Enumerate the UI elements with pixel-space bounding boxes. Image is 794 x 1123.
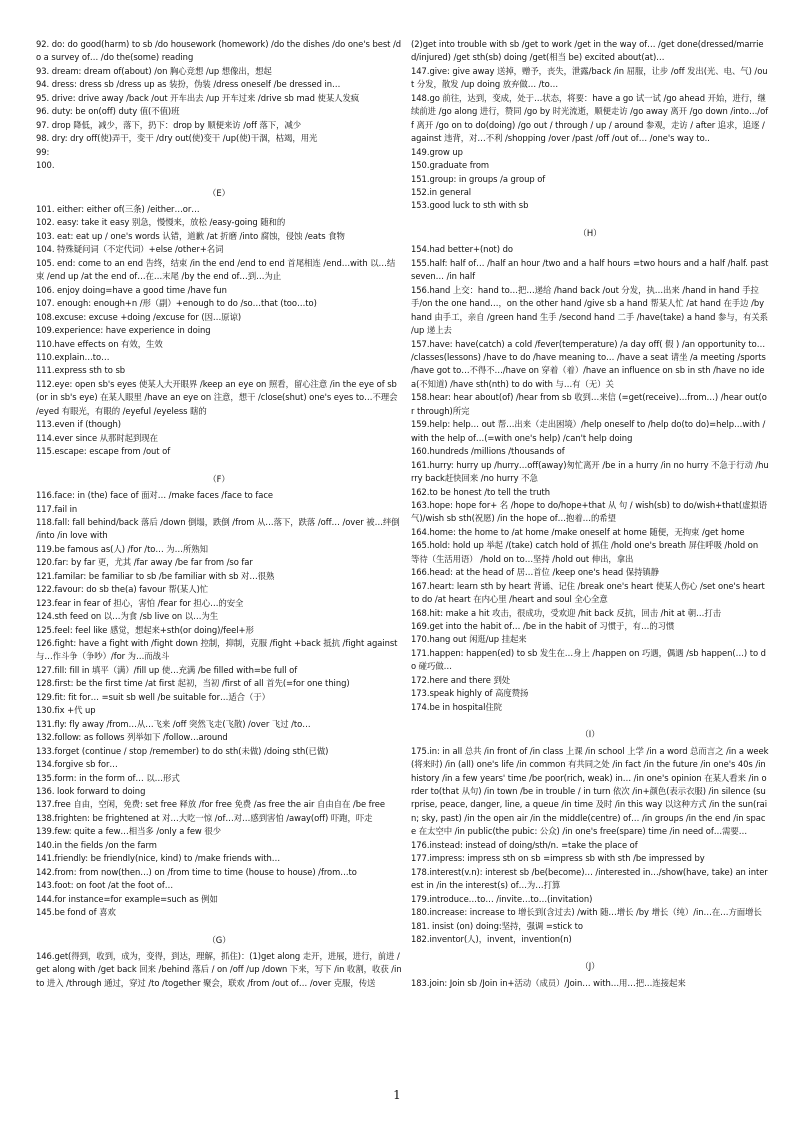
page-number: 1 — [393, 1088, 401, 1102]
vocab-entry: 133.forget (continue / stop /remember) to do sth(未做) /doing sth(已做) — [36, 745, 329, 756]
vocab-entry: 155.half: half of… /half an hour /two and a half hours =two hours and a half /half. past seven… /in half — [411, 257, 769, 282]
vocab-entry: 169.get into the habit of… /be in the habit of 习惯于，有…的习惯 — [411, 621, 675, 632]
vocab-entry: 93. dream: dream of(about) /on 胸心竞想 /up 想像出，想起 — [36, 65, 272, 76]
vocab-entry: 125.feel: feel like 感觉，想起来+sth(or doing)/feel+形 — [36, 624, 254, 635]
vocab-entry: 120.far: by far 更，尤其 /far away /be far from /so far — [36, 557, 253, 568]
vocab-entry: 107. enough: enough+n /形（副）+enough to do /so…that (too…to) — [36, 298, 317, 309]
vocab-entry: 131.fly: fly away /from…从…飞来 /off 突然飞走(飞散) /over 飞过 /to… — [36, 718, 311, 729]
vocab-entry: 94. dress: dress sb /dress up as 装扮，伪装 /dress oneself /be dressed in… — [36, 79, 341, 90]
vocab-entry: 145.be fond of 喜欢 — [36, 907, 116, 918]
vocab-entry: 113.even if (though) — [36, 419, 121, 430]
vocab-entry: 140.in the fields /on the farm — [36, 839, 157, 850]
vocab-entry: 106. enjoy doing=have a good time /have fun — [36, 284, 227, 295]
vocab-entry: 164.home: the home to /at home /make oneself at home 随便，无拘束 /get home — [411, 526, 745, 537]
vocab-entry: 174.be in hospital住院 — [411, 701, 503, 712]
vocab-entry: 104. 特殊疑问词（不定代词）+else /other+名词 — [36, 244, 224, 255]
vocab-entry: 101. either: either of(三条) /either…or… — [36, 203, 200, 214]
vocab-entry: 109.experience: have experience in doing — [36, 325, 211, 336]
vocab-entry: 153.good luck to sth with sb — [411, 200, 529, 211]
right-column — [411, 38, 769, 990]
vocab-entry: 147.give: give away 送掉，赠予，丧失，泄露/back /in 屈服，让步 /off 发出(光、电、气) /out 分发，散发 /up doing 放弃做… /to… — [411, 65, 768, 90]
vocab-entry: 177.impress: impress sth on sb =impress sb with sth /be impressed by — [411, 853, 705, 864]
vocab-entry: 136. look forward to doing — [36, 786, 146, 797]
vocab-entry: 167.heart: learn sth by heart 背诵、记住 /break one's heart 使某人伤心 /set one's heart to do /at heart 在内心里 /heart and soul 全心全意 — [411, 580, 765, 605]
vocab-entry: 139.few: quite a few…相当多 /only a few 很少 — [36, 826, 221, 837]
section-heading: （G） — [207, 934, 231, 945]
section-heading: （I） — [580, 729, 600, 740]
vocab-entry: 122.favour: do sb the(a) favour 帮(某人)忙 — [36, 584, 209, 595]
vocab-entry: 156.hand 上交：hand to…把…递给 /hand back /out 分发，执…出来 /hand in hand 手拉手/on the one hand…，on the other hand /give sb a hand 帮某人忙 /at hand 在手边 /by hand 由手工，亲自 /green hand 生手 /second hand 二手 /have(take) a hand 参与，有关系 /up 递上去 — [411, 284, 768, 336]
vocab-entry: 165.hold: hold up 举起 /(take) catch hold of 抓住 /hold one's breath 屏住呼吸 /hold on 等待（生活用语） /hold on to…坚持 /hold out 伸出，拿出 — [411, 540, 759, 564]
vocab-entry: 149.grow up — [411, 146, 463, 157]
section-heading: （J） — [580, 961, 600, 972]
vocab-entry: 110.have effects on 有效，生效 — [36, 338, 163, 349]
vocab-entry: 126.fight: have a fight with /fight down 控制，抑制，克服 /fight +back 抵抗 /fight against 与…作斗争（争吵）/for 为…而战斗 — [36, 638, 398, 662]
vocab-entry: 143.foot: on foot /at the foot of… — [36, 880, 174, 891]
vocab-entry: 134.forgive sb for… — [36, 759, 118, 770]
vocab-entry: 157.have: have(catch) a cold /fever(temperature) /a day off( 假 ) /an opportunity to… /classes(lessons) /have to do /have meaning to… /have a seat 请坐 /a meeting /sports /have got to…不得不…/have on 穿着（着）/have an influence on sb in sth /have no idea(不知道) /have sth(nth) to do with 与…有（无）关 — [411, 338, 766, 389]
vocab-entry: 92. do: do good(harm) to sb /do housework (homework) /do the dishes /do one's best /do a survey of… /do the(some) reading — [36, 39, 402, 63]
vocab-entry: 175.in: in all 总共 /in front of /in class 上课 /in school 上学 /in a word 总而言之 /in a week(将来时) /in (all) one's life /in common 有共同之处 /in fact /in the future /in one's 40s /in history /in a few years' time /be poor(rich, weak) in… /in one's opinion 在某人看来 /in order to(that 从句) /in town /be in trouble / in turn 依次 /in+颜色(表示衣服) /in silence (surprise, peace, danger, line, a queue /in time 及时 /in this way 以这种方式 /in the sun(rain; sky, past) /in the open air /in the middle(centre) of… /in groups /in the end /in space 在太空中 /in public(the pubic: 公众) /in one's free(spare) time /in need of…需要… — [411, 745, 769, 837]
vocab-entry: 127.fill: fill in 填平（满）/fill up 使…充满 /be filled with=be full of — [36, 664, 298, 675]
vocab-entry: 146.get(得到，收到，成为，变得，到达，理解，抓住)：(1)get along 走开，进展，进行，前进 /get along with /get back 回来 /behind 落后 / on /off /up /down 下来，写下 /in 收割，收获 /into 进入 /through 通过，穿过 /to /together 聚会，联欢 /from /out of… /over 克服，传送 — [36, 951, 402, 988]
vocab-entry: 183.join: Join sb /Join in+活动（成员）/Join… with…用…把…连接起来 — [411, 977, 686, 988]
vocab-entry: 154.had better+(not) do — [411, 244, 513, 255]
vocab-entry: 119.be famous as(人) /for /to… 为…所熟知 — [36, 543, 208, 554]
vocab-entry: 168.hit: make a hit 攻击，很成功，受欢迎 /hit back 反抗，回击 /hit at 朝…打击 — [411, 607, 722, 618]
vocab-entry: 158.hear: hear about(of) /hear from sb 收到…来信 (=get(receive)…from…) /hear out(or through)所完 — [411, 392, 767, 416]
vocab-entry: 180.increase: increase to 增长到(含过去) /with 随…增长 /by 增长（纯）/in…在…方面增长 — [411, 907, 762, 918]
vocab-entry: 163.hope: hope for+ 名 /hope to do/hope+that 从 句 / wish(sb) to do/wish+that(虚拟语气)/wish sb sth(祝愿) /in the hope of…抱着…的希望 — [411, 499, 768, 524]
section-heading: （F） — [208, 473, 230, 484]
vocab-entry: 171.happen: happen(ed) to sb 发生在…身上 /happen on 巧遇，偶遇 /sb happen(…) to do 碰巧做… — [411, 647, 766, 672]
vocab-entry: 182.inventor(人)，invent，invention(n) — [411, 934, 572, 944]
vocab-entry: 178.interest(v.n): interest sb /be(become)… /interested in…/show(have, take) an interest in /in the interest(s) of…为…打算 — [411, 866, 768, 891]
vocab-entry: 176.instead: instead of doing/sth/n. =take the place of — [411, 839, 638, 850]
vocab-entry: 128.first: be the first time /at first 起初，当初 /first of all 首先(=for one thing) — [36, 678, 350, 689]
vocab-entry: 160.hundreds /millions /thousands of — [411, 446, 565, 457]
vocab-entry: 116.face: in (the) face of 面对… /make faces /face to face — [36, 490, 273, 501]
vocab-entry: 111.express sth to sb — [36, 365, 126, 376]
vocab-entry: 162.to be honest /to tell the truth — [411, 486, 550, 497]
vocab-entry: 110.explain…to… — [36, 351, 110, 362]
vocab-entry: 123.fear in fear of 担心，害怕 /fear for 担心…的安全 — [36, 597, 244, 608]
left-column — [36, 38, 402, 990]
vocab-entry: 142.from: from now(then…) on /from time to time (house to house) /from…to — [36, 866, 357, 877]
vocab-entry: 141.friendly: be friendly(nice, kind) to /make friends with… — [36, 853, 281, 864]
vocab-entry: 181. insist (on) doing:坚持，强调 =stick to — [411, 920, 583, 931]
vocab-entry: 144.for instance=for example=such as 例如 — [36, 893, 218, 904]
vocab-entry: 105. end: come to an end 告终，结束 /in the end /end to end 首尾相连 /end…with 以…结束 /end up /at the end of…在…末尾 /by the end of…到…为止 — [36, 257, 396, 282]
vocab-entry: 151.group: in groups /a group of — [411, 173, 546, 184]
section-heading: （E） — [208, 187, 230, 198]
section-heading: （H） — [578, 227, 602, 238]
vocab-entry: 124.sth feed on 以…为食 /sb live on 以…为生 — [36, 611, 219, 622]
vocab-entry: 130.fix +代 up — [36, 705, 96, 716]
vocab-entry: 108.excuse: excuse +doing /excuse for (因…原谅) — [36, 311, 242, 322]
vocab-entry: 138.frighten: be frightened at 对…大吃一惊 /of…对…感到害怕 /away(off) 吓跑，吓走 — [36, 812, 373, 823]
vocab-entry: 118.fall: fall behind/back 落后 /down 倒塌，跌倒 /from 从…落下，跌落 /off… /over 被…绊倒 /into /in love with — [36, 516, 400, 541]
vocab-entry: 137.free 自由，空闲，免费: set free 释放 /for free 免费 /as free the air 自由自在 /be free — [36, 799, 385, 810]
vocab-entry: 95. drive: drive away /back /out 开车出去 /up 开车过来 /drive sb mad 使某人发疯 — [36, 92, 360, 103]
vocab-entry: 117.fail in — [36, 503, 78, 514]
vocab-entry: 148.go 前往，达到，变成，处于…状态，将要：have a go 试一试 /go ahead 开始，进行，继续前进 /go along 进行，赞同 /go by 时光流逝，顺便走访 /go away 离开 /go down /into…/off 离开 /go on to do(doing) /go out / through / up / around 参观，走访 / after 追求，追逐 /against 违背，对…不利 /shopping /over /past /off /out of… /one's way to.. — [411, 92, 769, 144]
vocab-entry: 135.form: in the form of… 以…形式 — [36, 772, 180, 783]
vocab-entry: 114.ever since 从那时起到现在 — [36, 432, 158, 443]
vocab-entry: 166.head: at the head of 居…首位 /keep one's head 保持镇静 — [411, 567, 660, 578]
vocab-entry: 103. eat: eat up / one's words 认错，道歉 /at 折磨 /into 腐蚀，侵蚀 /eats 食物 — [36, 230, 345, 241]
vocab-entry: 112.eye: open sb's eyes 使某人大开眼界 /keep an eye on 照看，留心注意 /in the eye of sb (or in sb's eye) 在某人眼里 /have an eye on 注意，想干 /close(shut) one's eyes to…不理会 /eyed 有眼光，有眼的 /eyeful /eyeless 瞎的 — [36, 378, 398, 416]
vocab-entry: 152.in general — [411, 186, 472, 197]
vocab-entry: 172.here and there 到处 — [411, 674, 511, 685]
vocab-entry: 173.speak highly of 高度赞扬 — [411, 688, 529, 699]
vocab-entry: 96. duty: be on(off) duty 值(不值)班 — [36, 106, 180, 117]
vocab-entry: 99: — [36, 146, 50, 157]
vocab-entry: 150.graduate from — [411, 160, 490, 171]
vocab-entry: 98. dry: dry off(使)弄干，变干 /dry out(使)变干 /up(使)干涸，枯竭，用光 — [36, 133, 318, 144]
vocab-entry: 132.follow: as follows 列举如下 /follow…around — [36, 732, 228, 743]
vocab-entry: (2)get into trouble with sb /get to work /get in the way of… /get done(dressed/married/injured) /get sth(sb) doing /get(相当 be) excited about(at)… — [411, 39, 764, 63]
vocab-entry: 121.familar: be familiar to sb /be familiar with sb 对…很熟 — [36, 570, 275, 581]
vocab-entry: 115.escape: escape from /out of — [36, 446, 171, 457]
vocab-entry: 100. — [36, 160, 55, 171]
vocab-entry: 97. drop 降低，减少，落下，扔下：drop by 顺便来访 /off 落下，减少 — [36, 119, 302, 130]
vocab-entry: 179.introduce…to… /invite…to…(invitation) — [411, 893, 593, 904]
vocab-entry: 129.fit: fit for… =suit sb well /be suitable for…适合（于） — [36, 691, 270, 702]
vocab-entry: 159.help: help… out 帮…出来（走出困境）/help oneself to /help do(to do)=help…with /with the help of…(=with one's help) /can't help doing — [411, 419, 766, 443]
vocab-entry: 102. easy: take it easy 别急，慢慢来，放松 /easy-going 随和的 — [36, 217, 286, 228]
vocab-entry: 170.hang out 闲逛/up 挂起来 — [411, 634, 527, 645]
vocab-entry: 161.hurry: hurry up /hurry…off(away)匆忙离开 /be in a hurry /in no hurry 不急于行动 /hurry back赶快回来 /no hurry 不急 — [411, 459, 769, 484]
